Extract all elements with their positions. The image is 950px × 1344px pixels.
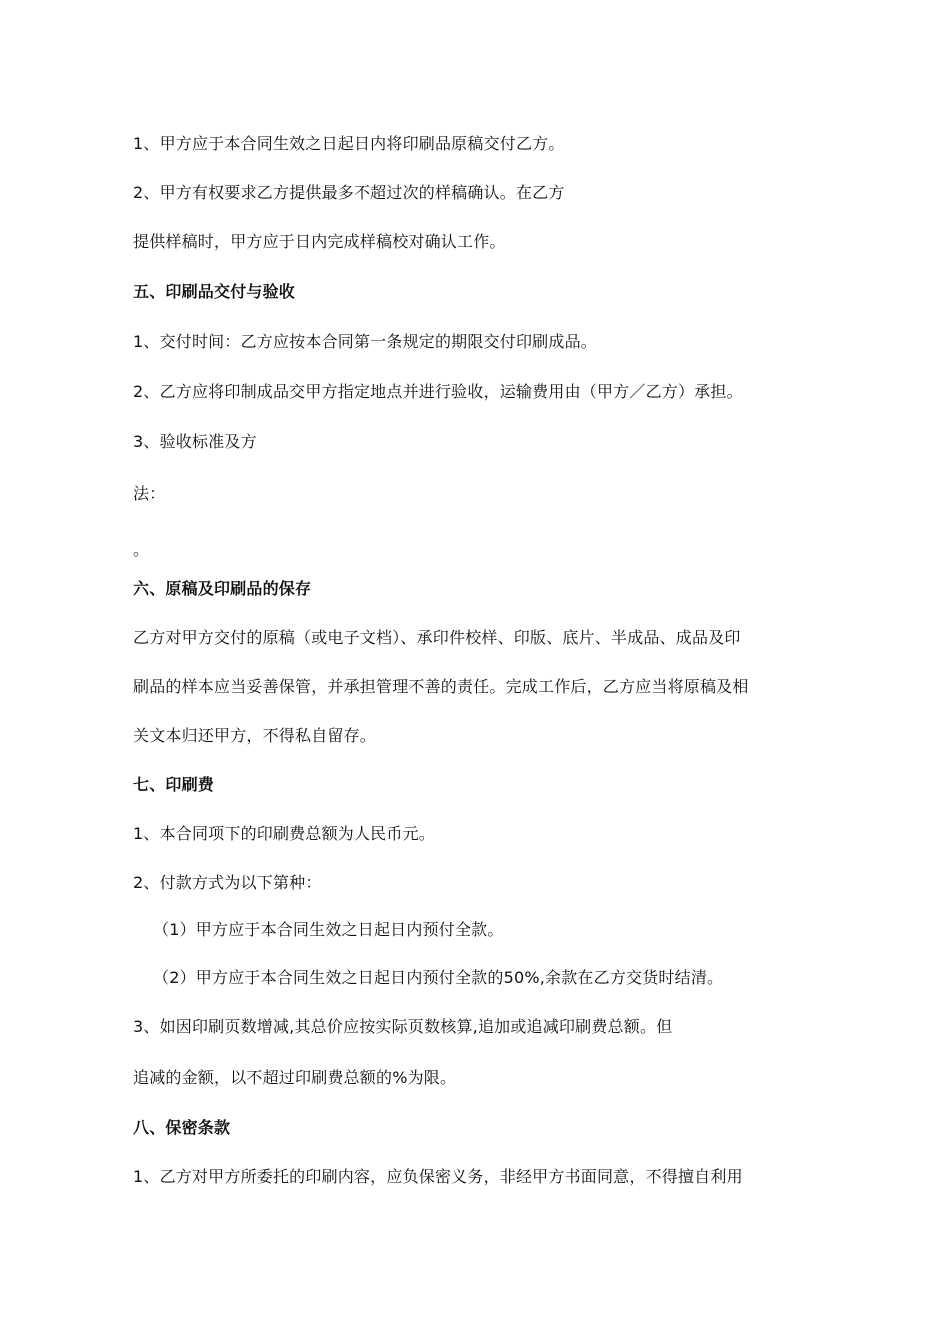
clause-7-option-2: （2）甲方应于本合同生效之日起日内预付全款的50%,余款在乙方交货时结清。 <box>153 968 724 987</box>
clause-7-item-1: 1、本合同项下的印刷费总额为人民币元。 <box>133 824 435 843</box>
clause-5-item-3-cont: 法： <box>133 484 166 503</box>
section-6-paragraph-line-1: 乙方对甲方交付的原稿（或电子文档）、承印件校样、印版、底片、半成品、成品及印 <box>133 628 741 647</box>
section-8-heading: 八、保密条款 <box>133 1118 231 1137</box>
clause-5-item-3-end: 。 <box>133 540 150 559</box>
clause-5-item-1: 1、交付时间：乙方应按本合同第一条规定的期限交付印刷成品。 <box>133 332 597 351</box>
clause-4-item-2-cont: 提供样稿时，甲方应于日内完成样稿校对确认工作。 <box>133 232 506 251</box>
clause-5-item-2: 2、乙方应将印制成品交甲方指定地点并进行验收，运输费用由（甲方／乙方）承担。 <box>133 382 743 401</box>
section-7-heading: 七、印刷费 <box>133 775 215 794</box>
clause-4-item-1: 1、甲方应于本合同生效之日起日内将印刷品原稿交付乙方。 <box>133 134 565 153</box>
clause-7-item-3-cont: 追减的金额，以不超过印刷费总额的%为限。 <box>133 1068 457 1087</box>
section-6-heading: 六、原稿及印刷品的保存 <box>133 579 312 598</box>
clause-4-item-2: 2、甲方有权要求乙方提供最多不超过次的样稿确认。在乙方 <box>133 183 565 202</box>
clause-7-item-3: 3、如因印刷页数增减,其总价应按实际页数核算,追加或追减印刷费总额。但 <box>133 1017 673 1036</box>
clause-7-option-1: （1）甲方应于本合同生效之日起日内预付全款。 <box>153 920 504 939</box>
clause-8-item-1: 1、乙方对甲方所委托的印刷内容，应负保密义务，非经甲方书面同意，不得擅自利用 <box>133 1167 743 1186</box>
clause-5-item-3: 3、验收标准及方 <box>133 432 257 451</box>
section-6-paragraph-line-2: 刷品的样本应当妥善保管，并承担管理不善的责任。完成工作后，乙方应当将原稿及相 <box>133 677 749 696</box>
section-5-heading: 五、印刷品交付与验收 <box>133 282 296 301</box>
clause-7-item-2: 2、付款方式为以下第种： <box>133 873 322 892</box>
section-6-paragraph-line-3: 关文本归还甲方，不得私自留存。 <box>133 726 377 745</box>
